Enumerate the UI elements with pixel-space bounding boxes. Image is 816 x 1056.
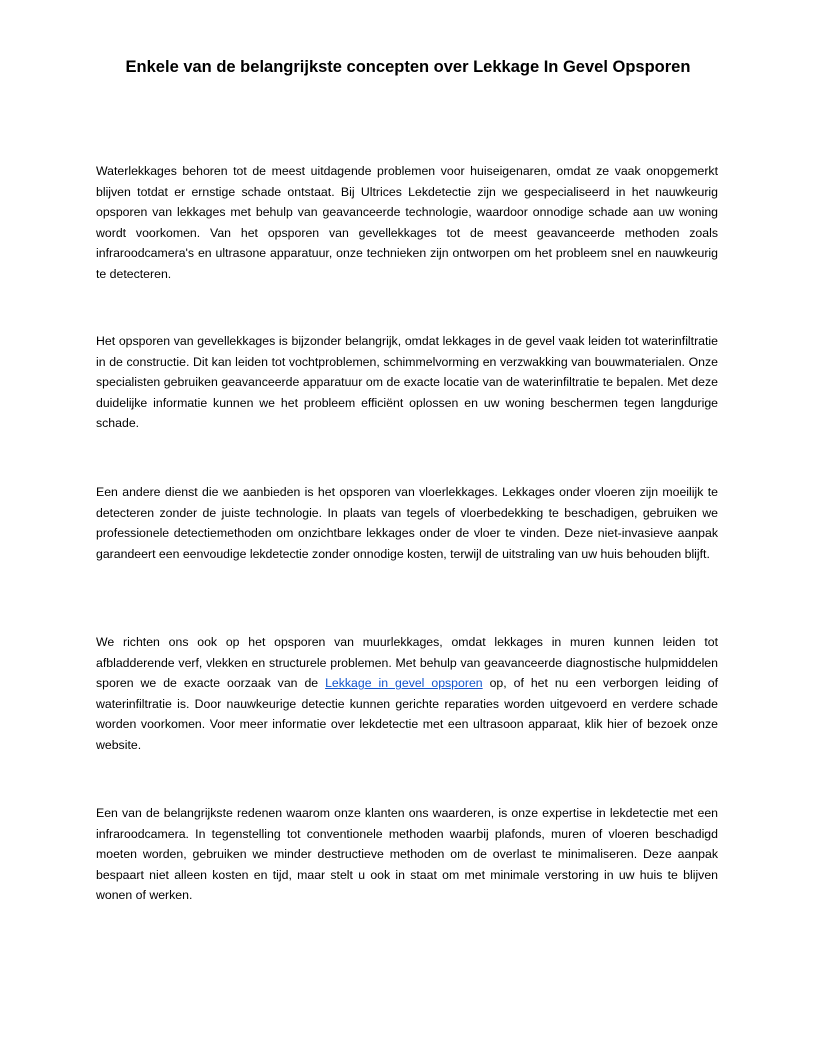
paragraph-infraroodcamera: Een van de belangrijkste redenen waarom onze klanten ons waarderen, is onze expertise in lekdetectie met een infraroodcamera. In tegenstelling tot conventionele methoden waarbij plafonds, muren of vloeren beschadigd moeten worden, gebruiken we minder destructieve methoden om de overlast te minimaliseren. Deze aanpak bespaart niet alleen kosten en tijd, maar stelt u ook in staat om met minimale verstoring in uw huis te blijven wonen of werken. — [96, 806, 718, 903]
paragraph-gevellekkages: Het opsporen van gevellekkages is bijzonder belangrijk, omdat lekkages in de gevel vaak leiden tot waterinfiltratie in de constructie. Dit kan leiden tot vochtproblemen, schimmelvorming en verzwakking van bouwmaterialen. Onze specialisten gebruiken geavanceerde apparatuur om de exacte locatie van de waterinfiltratie te bepalen. Met deze duidelijke informatie kunnen we het probleem efficiënt oplossen en uw woning beschermen tegen langdurige schade. — [96, 334, 718, 431]
paragraph-muurlekkages-text-after: op, of het nu een verborgen leiding of waterinfiltratie is. Door nauwkeurige detectie kunnen gerichte reparaties worden uitgevoerd en verdere schade worden voorkomen. Voor meer informatie over lekdetectie met een ultrasoon apparaat, klik hier of bezoek onze website. — [96, 676, 718, 752]
lekkage-in-gevel-opsporen-link[interactable]: Lekkage in gevel opsporen — [325, 676, 483, 691]
document-title: Enkele van de belangrijkste concepten over Lekkage In Gevel Opsporen — [125, 58, 691, 76]
paragraph-muurlekkages — [96, 632, 718, 756]
paragraph-muurlekkages-text-before: We richten ons ook op het opsporen van muurlekkages, omdat lekkages in muren kunnen leiden tot afbladderende verf, vlekken en structurele problemen. Met behulp van geavanceerde diagnostische hulpmiddelen sporen we de exacte oorzaak van de — [96, 635, 718, 691]
paragraph-vloerlekkages: Een andere dienst die we aanbieden is het opsporen van vloerlekkages. Lekkages onder vloeren zijn moeilijk te detecteren zonder de juiste technologie. In plaats van tegels of vloerbedekking te beschadigen, gebruiken we professionele detectiemethoden om onzichtbare lekkages onder de vloer te vinden. Deze niet-invasieve aanpak garandeert een eenvoudige lekdetectie zonder onnodige kosten, terwijl de uitstraling van uw huis behouden blijft. — [96, 485, 718, 561]
paragraph-intro: Waterlekkages behoren tot de meest uitdagende problemen voor huiseigenaren, omdat ze vaak onopgemerkt blijven totdat er ernstige schade ontstaat. Bij Ultrices Lekdetectie zijn we gespecialiseerd in het nauwkeurig opsporen van lekkages met behulp van geavanceerde technologie, waardoor onnodige schade aan uw woning wordt voorkomen. Van het opsporen van gevellekkages tot de meest geavanceerde methoden zoals infraroodcamera's en ultrasone apparatuur, onze technieken zijn ontworpen om het probleem snel en nauwkeurig te detecteren. — [96, 164, 718, 281]
